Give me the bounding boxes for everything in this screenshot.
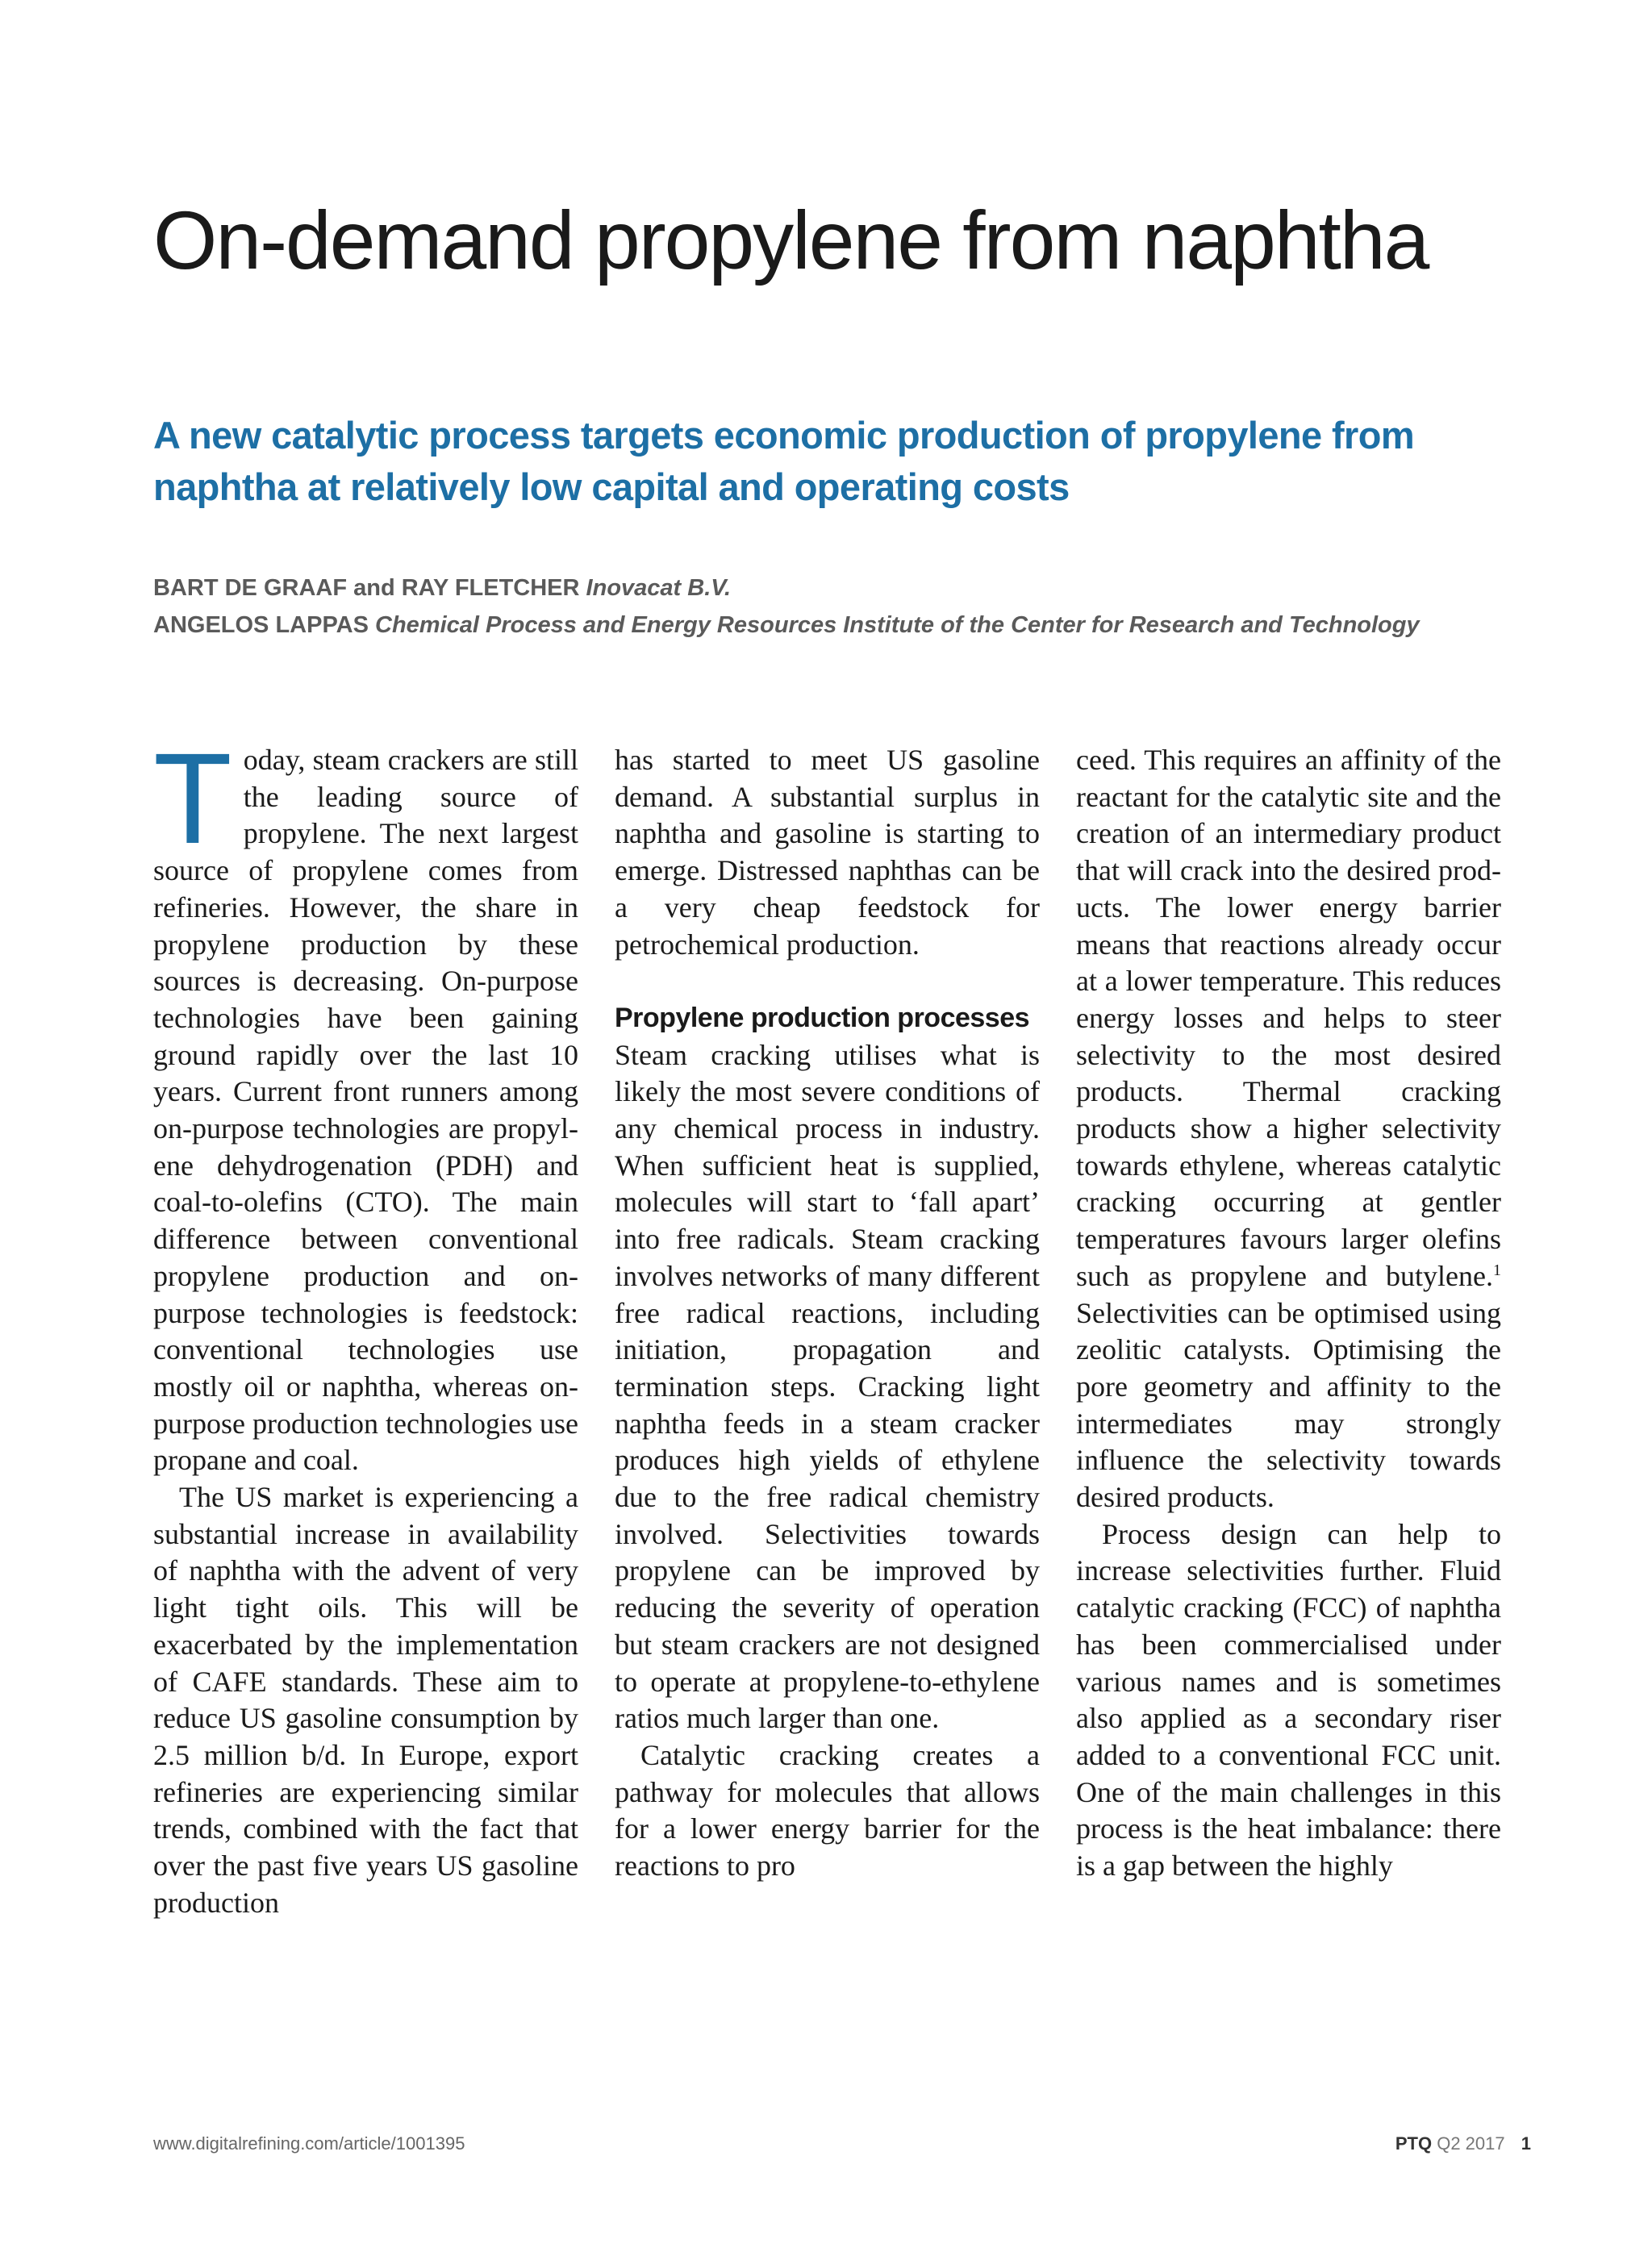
footnote-reference[interactable]: 1 — [1493, 1261, 1501, 1279]
author-block — [153, 569, 1525, 644]
body-paragraph: The US market is experiencing a substantial increase in availability of naphtha with the advent of very light tight oils. This will be exacerbated by the implementation of CAFE standards. These aim to reduce US gasoline consumption by 2.5 million b/d. In Europe, export refineries are experiencing similar trends, combined with the fact that over the past five years US gasoline production — [153, 1481, 578, 1919]
article-subtitle: A new catalytic process targets economic production of propylene from naphtha at relatively low capital and operating costs — [153, 414, 1415, 508]
magazine-name: PTQ — [1395, 2133, 1433, 2154]
text-column-2 — [615, 742, 1040, 1885]
text-column-3 — [1076, 742, 1501, 1885]
body-paragraph — [153, 726, 578, 1479]
author-line — [153, 607, 1525, 644]
author-line — [153, 569, 1525, 607]
author-affiliation: Chemical Process and Energy Resources Institute of the Center for Research and Technology — [375, 612, 1420, 638]
author-affiliation: Inovacat B.V. — [586, 575, 731, 601]
body-paragraph — [1076, 742, 1501, 1516]
body-paragraph: Catalytic cracking creates a pathway for molecules that allows for a lower energy barrier for the reactions to pro — [615, 1738, 1040, 1883]
issue-label: Q2 2017 — [1437, 2133, 1505, 2154]
paragraph-text: Selectivities can be optimised using zeolitic catalysts. Optimising the pore geometry and affinity to the intermediates may strongly influence the selectivity towards desired products. — [1076, 1296, 1501, 1514]
text-column-1 — [153, 726, 578, 1922]
body-paragraph: Steam cracking utilises what is likely the most severe conditions of any chemical process in industry. When sufficient heat is supplied, molecules will start to ‘fall apart’ into free radicals. Steam cracking involves networks of many different free radical reactions, including initiation, propagation and termination steps. Cracking light naphtha feeds in a steam cracker produces high yields of ethylene due to the free radical chemistry involved. Selectivities towards propylene can be improved by reducing the severity of operation but steam crackers are not designed to operate at propylene-to-ethylene ratios much larger than one. — [615, 1038, 1040, 1735]
body-paragraph: Process design can help to increase selectivities further. Fluid catalytic cracking (FCC) of naphtha has been commercialised under various names and is sometimes also applied as a secondary riser added to a conventional FCC unit. One of the main challenges in this process is the heat imbalance: there is a gap between the highly — [1076, 1517, 1501, 1883]
author-names: BART DE GRAAF and RAY FLETCHER — [153, 575, 580, 601]
section-heading: Propylene production processes — [615, 1002, 1030, 1033]
paragraph-text: ceed. This requires an affinity of the reactant for the catalytic site and the creation of an intermediary product that will crack into the desired products. The lower energy barrier means that reactions already occur at a lower temperature. This reduces energy losses and helps to steer selectivity to the most desired products. Thermal cracking products show a higher selectivity towards ethylene, whereas catalytic cracking occurring at gentler temperatures favours larger olefins such as propylene and butylene. — [1076, 744, 1501, 1292]
drop-cap: T — [153, 726, 232, 870]
footer-issue-info — [1395, 2133, 1531, 2154]
body-paragraph: has started to meet US gasoline demand. A substantial surplus in naphtha and gasoline is starting to emerge. Distressed naphthas can be a very cheap feedstock for petrochemical production. — [615, 744, 1040, 961]
author-names: ANGELOS LAPPAS — [153, 612, 369, 638]
paragraph-gap — [615, 963, 1040, 1000]
page-number: 1 — [1521, 2133, 1531, 2154]
paragraph-text: oday, steam crackers are still the leading source of propylene. The next largest source of propylene comes from refineries. However, the share in propylene production by these sources is decreasing. On-purpose technologies have been gaining ground rapidly over the last 10 years. Current front runners among on-purpose technologies are propylene dehydrogenation (PDH) and coal-to-olefins (CTO). The main difference between conventional propylene production and on-purpose technologies is feedstock: conventional technologies use mostly oil or naphtha, whereas on-purpose production technologies use propane and coal. — [153, 744, 578, 1477]
article-title: On-demand propylene from naphtha — [153, 194, 1429, 286]
footer-url[interactable]: www.digitalrefining.com/article/1001395 — [153, 2133, 465, 2154]
